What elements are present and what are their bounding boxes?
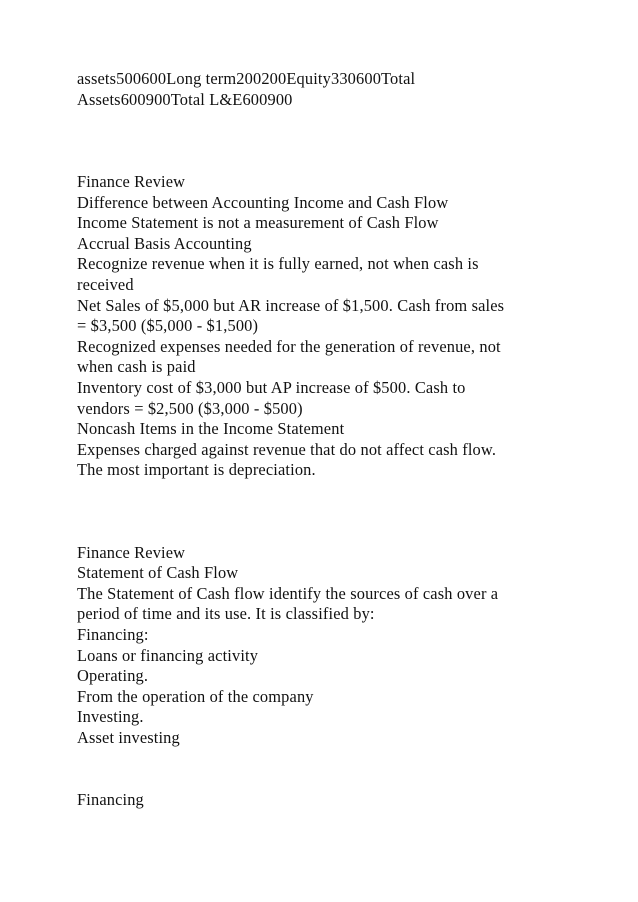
paragraph-line: Recognize revenue when it is fully earned, not when cash is xyxy=(77,254,479,274)
paragraph-line: Asset investing xyxy=(77,728,180,748)
section-finance-review-cash-flow xyxy=(77,543,617,749)
document-page xyxy=(77,69,617,810)
paragraph-line: Financing: xyxy=(77,625,149,645)
paragraph-line: Expenses charged against revenue that do not affect cash flow. xyxy=(77,439,497,459)
balance-sheet-text-line-2: Assets600900Total L&E600900 xyxy=(77,89,293,109)
paragraph-line: The most important is depreciation. xyxy=(77,460,316,480)
paragraph-line: The Statement of Cash flow identify the sources of cash over a xyxy=(77,583,499,603)
section-finance-review-accounting xyxy=(77,172,617,481)
paragraph-line: vendors = $2,500 ($3,000 - $500) xyxy=(77,398,303,418)
paragraph-line: when cash is paid xyxy=(77,357,196,377)
paragraph-line: = $3,500 ($5,000 - $1,500) xyxy=(77,316,259,336)
section-heading: Financing xyxy=(77,789,144,809)
paragraph-line: Noncash Items in the Income Statement xyxy=(77,419,345,439)
paragraph-line: Difference between Accounting Income and Cash Flow xyxy=(77,192,449,212)
paragraph-line: Net Sales of $5,000 but AR increase of $1,500. Cash from sales xyxy=(77,295,505,315)
paragraph-line: Loans or financing activity xyxy=(77,645,259,665)
paragraph-line: Inventory cost of $3,000 but AP increase of $500. Cash to xyxy=(77,377,466,397)
paragraph-line: period of time and its use. It is classified by: xyxy=(77,604,375,624)
paragraph-line: Income Statement is not a measurement of Cash Flow xyxy=(77,213,439,233)
section-heading: Finance Review xyxy=(77,171,186,191)
paragraph-line: Investing. xyxy=(77,707,144,727)
paragraph-line: Operating. xyxy=(77,666,149,686)
paragraph-line: Statement of Cash Flow xyxy=(77,563,239,583)
section-financing xyxy=(77,790,617,811)
paragraph-line: Accrual Basis Accounting xyxy=(77,233,252,253)
section-heading: Finance Review xyxy=(77,542,186,562)
paragraph-line: received xyxy=(77,274,134,294)
balance-sheet-text-line-1: assets500600Long term200200Equity330600Total xyxy=(77,69,416,88)
paragraph-line: Recognized expenses needed for the generation of revenue, not xyxy=(77,336,501,356)
paragraph-line: From the operation of the company xyxy=(77,686,314,706)
